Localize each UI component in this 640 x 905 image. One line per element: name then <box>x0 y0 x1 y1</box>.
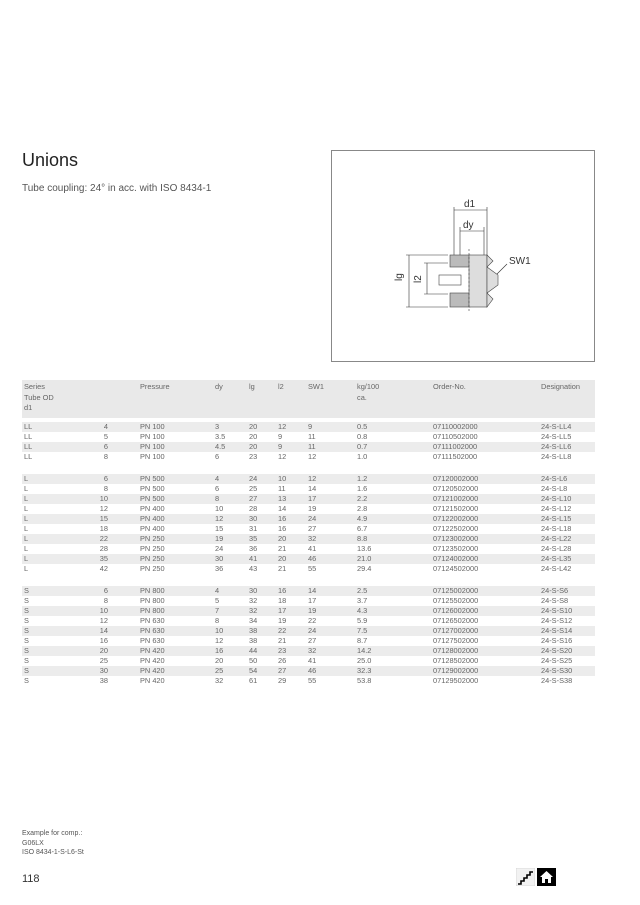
cell-lg: 24 <box>247 474 276 484</box>
cell-tube-od: 38 <box>99 676 108 685</box>
cell-weight: 1.6 <box>357 484 368 493</box>
cell-lg: 27 <box>247 494 276 504</box>
cell-pressure: PN 100 <box>138 422 213 432</box>
cell-weight: 2.2 <box>355 494 431 504</box>
cell-order-no: 07111002000 <box>431 442 539 452</box>
header-lg: lg <box>247 380 276 418</box>
cell-order-no: 07125502000 <box>433 596 479 605</box>
cell-sw1: 32 <box>306 534 355 544</box>
cell-designation: 24-S-L42 <box>541 564 572 573</box>
cell-order-no: 07127002000 <box>431 626 539 636</box>
cell-sw1: 14 <box>308 484 317 493</box>
cell-weight: 21.0 <box>355 554 431 564</box>
cell-tube-od: 8 <box>103 484 108 493</box>
cell-order-no: 07122502000 <box>433 524 479 533</box>
cell-order-no: 07122002000 <box>431 514 539 524</box>
cell-order-no: 07123502000 <box>433 544 479 553</box>
table-row <box>22 524 595 534</box>
cell-lg: 32 <box>247 606 276 616</box>
cell-l2: 21 <box>278 636 287 645</box>
cell-sw1: 9 <box>306 422 355 432</box>
cell-l2: 22 <box>276 626 306 636</box>
cell-tube-od: 16 <box>99 636 108 645</box>
cell-sw1: 27 <box>308 636 317 645</box>
cell-pressure: PN 100 <box>140 452 165 461</box>
cell-designation: 24-S-LL8 <box>541 452 572 461</box>
cell-l2: 27 <box>276 666 306 676</box>
cell-tube-od: 35 <box>46 554 138 564</box>
cell-tube-od: 6 <box>46 442 138 452</box>
cell-sw1: 12 <box>308 452 317 461</box>
cell-pressure: PN 500 <box>138 474 213 484</box>
cell-sw1: 11 <box>306 442 355 452</box>
cell-lg: 31 <box>249 524 258 533</box>
cell-l2: 14 <box>278 504 287 513</box>
cell-weight: 8.7 <box>357 636 368 645</box>
table-row <box>22 636 595 646</box>
cell-dy: 3 <box>213 422 247 432</box>
cell-tube-od: 6 <box>46 474 138 484</box>
cell-weight: 2.8 <box>357 504 368 513</box>
cell-dy: 20 <box>215 656 224 665</box>
cell-l2: 11 <box>278 484 286 493</box>
cell-lg: 23 <box>249 452 258 461</box>
cell-series: S <box>24 636 29 645</box>
cell-designation: 24-S-S6 <box>539 586 595 596</box>
cell-lg: 61 <box>249 676 258 685</box>
cell-weight: 1.0 <box>357 452 368 461</box>
cell-dy: 10 <box>215 504 224 513</box>
cell-series: S <box>22 666 46 676</box>
union-fitting-icon <box>332 151 594 361</box>
cell-pressure: PN 420 <box>140 676 165 685</box>
page-subtitle: Tube coupling: 24° in acc. with ISO 8434-1 <box>22 183 212 194</box>
stairs-icon[interactable] <box>516 868 535 886</box>
table-row <box>22 586 595 596</box>
cell-series: L <box>24 504 29 513</box>
cell-lg: 25 <box>249 484 258 493</box>
table-row <box>22 676 595 686</box>
cell-tube-od: 28 <box>99 544 108 553</box>
cell-series: LL <box>22 422 46 432</box>
cell-weight: 29.4 <box>357 564 372 573</box>
table-row <box>22 656 595 666</box>
table-row <box>22 606 595 616</box>
cell-series: L <box>22 514 46 524</box>
cell-designation: 24-S-L10 <box>539 494 595 504</box>
cell-lg: 38 <box>247 626 276 636</box>
cell-sw1: 19 <box>306 606 355 616</box>
table-row <box>22 666 595 676</box>
cell-l2: 29 <box>278 676 287 685</box>
cell-l2: 17 <box>276 606 306 616</box>
cell-series: S <box>22 646 46 656</box>
cell-weight: 25.0 <box>357 656 372 665</box>
table-row <box>22 554 595 564</box>
table-row <box>22 534 595 544</box>
cell-tube-od: 14 <box>46 626 138 636</box>
cell-series: S <box>22 586 46 596</box>
unions-table <box>22 380 595 686</box>
cell-dy: 24 <box>215 544 224 553</box>
cell-weight: 3.7 <box>357 596 368 605</box>
label-d1: d1 <box>464 199 476 210</box>
cell-designation: 24-S-L28 <box>541 544 572 553</box>
cell-lg: 20 <box>247 442 276 452</box>
table-row <box>22 544 595 554</box>
cell-designation: 24-S-S10 <box>539 606 595 616</box>
table-row <box>22 452 595 462</box>
cell-sw1: 41 <box>308 656 317 665</box>
cell-order-no: 07121502000 <box>433 504 479 513</box>
home-icon[interactable] <box>537 868 556 886</box>
cell-designation: 24-S-L22 <box>539 534 595 544</box>
cell-pressure: PN 400 <box>140 504 165 513</box>
cell-order-no: 07123002000 <box>431 534 539 544</box>
cell-designation: 24-S-S16 <box>541 636 573 645</box>
cell-sw1: 24 <box>306 514 355 524</box>
cell-l2: 9 <box>276 442 306 452</box>
cell-l2: 18 <box>278 596 287 605</box>
cell-order-no: 07110502000 <box>433 432 478 441</box>
header-pressure: Pressure <box>138 380 213 418</box>
cell-order-no: 07127502000 <box>433 636 479 645</box>
cell-weight: 0.7 <box>355 442 431 452</box>
cell-lg: 41 <box>247 554 276 564</box>
cell-order-no: 07121002000 <box>431 494 539 504</box>
cell-weight: 6.7 <box>357 524 368 533</box>
cell-series: S <box>24 596 29 605</box>
cell-lg: 20 <box>249 432 258 441</box>
cell-designation: 24-S-LL6 <box>539 442 595 452</box>
cell-tube-od: 15 <box>46 514 138 524</box>
cell-lg: 28 <box>249 504 258 513</box>
cell-dy: 12 <box>213 514 247 524</box>
cell-dy: 6 <box>215 484 220 493</box>
cell-tube-od: 10 <box>46 606 138 616</box>
table-row <box>22 504 595 514</box>
cell-dy: 19 <box>213 534 247 544</box>
cell-pressure: PN 420 <box>138 666 213 676</box>
cell-sw1: 17 <box>306 494 355 504</box>
cell-designation: 24-S-L8 <box>541 484 568 493</box>
cell-pressure: PN 400 <box>138 514 213 524</box>
cell-dy: 4.5 <box>213 442 247 452</box>
header-series: Series Tube OD d1 <box>22 380 138 418</box>
cell-dy: 7 <box>213 606 247 616</box>
table-row <box>22 616 595 626</box>
cell-series: S <box>22 626 46 636</box>
table-row <box>22 484 595 494</box>
example-note <box>22 829 84 858</box>
cell-pressure: PN 400 <box>140 524 165 533</box>
cell-designation: 24-S-S30 <box>539 666 595 676</box>
cell-pressure: PN 420 <box>140 656 165 665</box>
cell-pressure: PN 500 <box>140 484 165 493</box>
cell-l2: 26 <box>278 656 287 665</box>
cell-order-no: 07111502000 <box>433 452 478 461</box>
cell-sw1: 11 <box>308 432 316 441</box>
cell-sw1: 55 <box>308 564 317 573</box>
cell-sw1: 27 <box>308 524 317 533</box>
cell-lg: 54 <box>247 666 276 676</box>
cell-l2: 12 <box>276 422 306 432</box>
cell-tube-od: 8 <box>103 596 108 605</box>
cell-order-no: 07120002000 <box>431 474 539 484</box>
cell-l2: 16 <box>278 524 287 533</box>
table-row <box>22 596 595 606</box>
cell-sw1: 22 <box>308 616 317 625</box>
cell-l2: 16 <box>276 586 306 596</box>
cell-tube-od: 25 <box>99 656 108 665</box>
cell-dy: 4 <box>213 474 247 484</box>
cell-order-no: 07126502000 <box>433 616 479 625</box>
cell-pressure: PN 250 <box>138 554 213 564</box>
cell-series: S <box>22 606 46 616</box>
cell-tube-od: 42 <box>99 564 108 573</box>
cell-weight: 4.3 <box>355 606 431 616</box>
cell-l2: 23 <box>276 646 306 656</box>
header-sw1: SW1 <box>306 380 355 418</box>
cell-sw1: 32 <box>306 646 355 656</box>
example-code: G06LX <box>22 839 44 847</box>
cell-pressure: PN 250 <box>140 564 165 573</box>
table-row <box>22 422 595 432</box>
cell-dy: 32 <box>215 676 224 685</box>
cell-l2: 12 <box>278 452 287 461</box>
cell-series: L <box>24 564 29 573</box>
cell-l2: 21 <box>278 564 287 573</box>
cell-order-no: 07120502000 <box>433 484 479 493</box>
cell-tube-od: 4 <box>46 422 138 432</box>
cell-sw1: 46 <box>306 554 355 564</box>
cell-order-no: 07128002000 <box>431 646 539 656</box>
cell-designation: 24-S-L6 <box>539 474 595 484</box>
table-row <box>22 442 595 452</box>
label-l2: l2 <box>413 275 424 283</box>
cell-order-no: 07124002000 <box>431 554 539 564</box>
cell-lg: 34 <box>249 616 258 625</box>
cell-weight: 32.3 <box>355 666 431 676</box>
cell-sw1: 55 <box>308 676 317 685</box>
cell-sw1: 41 <box>308 544 317 553</box>
cell-order-no: 07125002000 <box>431 586 539 596</box>
cell-sw1: 46 <box>306 666 355 676</box>
label-lg: lg <box>394 273 405 281</box>
header-l2: l2 <box>276 380 306 418</box>
cell-lg: 35 <box>247 534 276 544</box>
cell-order-no: 07124502000 <box>433 564 479 573</box>
cell-l2: 20 <box>276 534 306 544</box>
header-weight: kg/100 ca. <box>355 380 431 418</box>
cell-dy: 10 <box>213 626 247 636</box>
cell-series: LL <box>24 432 33 441</box>
cell-dy: 16 <box>213 646 247 656</box>
cell-pressure: PN 100 <box>140 432 165 441</box>
table-row <box>22 514 595 524</box>
table-row <box>22 626 595 636</box>
cell-designation: 24-S-LL5 <box>541 432 572 441</box>
table-row <box>22 564 595 574</box>
cell-lg: 36 <box>249 544 258 553</box>
cell-series: L <box>24 524 29 533</box>
cell-designation: 24-S-S14 <box>539 626 595 636</box>
cell-lg: 32 <box>249 596 258 605</box>
label-sw1: SW1 <box>509 256 531 267</box>
cell-order-no: 07110002000 <box>431 422 539 432</box>
cell-weight: 7.5 <box>355 626 431 636</box>
cell-dy: 25 <box>213 666 247 676</box>
footer-icons <box>516 868 556 886</box>
cell-pressure: PN 420 <box>138 646 213 656</box>
cell-order-no: 07128502000 <box>433 656 479 665</box>
cell-series: LL <box>22 442 46 452</box>
cell-weight: 5.9 <box>357 616 368 625</box>
cell-pressure: PN 250 <box>138 534 213 544</box>
cell-dy: 15 <box>215 524 224 533</box>
cell-tube-od: 6 <box>46 586 138 596</box>
cell-series: L <box>24 484 29 493</box>
group-spacer <box>22 462 595 474</box>
cell-l2: 13 <box>276 494 306 504</box>
label-dy: dy <box>463 220 474 231</box>
header-order-no: Order-No. <box>431 380 539 418</box>
cell-weight: 53.8 <box>357 676 372 685</box>
cell-dy: 5 <box>215 596 220 605</box>
cell-weight: 0.8 <box>357 432 368 441</box>
cell-sw1: 24 <box>306 626 355 636</box>
cell-pressure: PN 800 <box>138 606 213 616</box>
cell-series: LL <box>24 452 33 461</box>
cell-pressure: PN 630 <box>138 626 213 636</box>
cell-pressure: PN 630 <box>140 636 165 645</box>
cell-designation: 24-S-L35 <box>539 554 595 564</box>
cell-lg: 38 <box>249 636 258 645</box>
cell-designation: 24-S-S38 <box>541 676 573 685</box>
technical-drawing <box>331 150 595 362</box>
cell-series: L <box>22 554 46 564</box>
cell-weight: 8.8 <box>355 534 431 544</box>
cell-pressure: PN 800 <box>138 586 213 596</box>
cell-series: L <box>22 474 46 484</box>
cell-dy: 12 <box>215 636 224 645</box>
cell-series: S <box>24 676 29 685</box>
cell-tube-od: 30 <box>46 666 138 676</box>
cell-dy: 8 <box>213 494 247 504</box>
header-designation: Designation <box>539 380 595 418</box>
table-row <box>22 646 595 656</box>
cell-tube-od: 12 <box>99 616 108 625</box>
cell-weight: 14.2 <box>355 646 431 656</box>
cell-dy: 3.5 <box>215 432 226 441</box>
cell-sw1: 12 <box>306 474 355 484</box>
cell-lg: 50 <box>249 656 258 665</box>
cell-series: S <box>24 616 29 625</box>
page-number: 118 <box>22 873 40 885</box>
cell-series: L <box>22 534 46 544</box>
cell-tube-od: 12 <box>99 504 108 513</box>
table-row <box>22 474 595 484</box>
cell-l2: 21 <box>278 544 287 553</box>
table-row <box>22 432 595 442</box>
table-row <box>22 494 595 504</box>
cell-lg: 20 <box>247 422 276 432</box>
example-label: Example for comp.: <box>22 830 83 837</box>
cell-dy: 6 <box>215 452 220 461</box>
cell-lg: 44 <box>247 646 276 656</box>
cell-order-no: 07129002000 <box>431 666 539 676</box>
cell-lg: 43 <box>249 564 258 573</box>
cell-dy: 30 <box>213 554 247 564</box>
table-header-row <box>22 380 595 418</box>
header-dy: dy <box>213 380 247 418</box>
cell-dy: 8 <box>215 616 220 625</box>
cell-l2: 10 <box>276 474 306 484</box>
cell-series: S <box>24 656 29 665</box>
cell-tube-od: 5 <box>103 432 108 441</box>
cell-tube-od: 20 <box>46 646 138 656</box>
cell-tube-od: 8 <box>103 452 108 461</box>
cell-tube-od: 22 <box>46 534 138 544</box>
cell-sw1: 19 <box>308 504 317 513</box>
table-body <box>22 418 595 686</box>
cell-series: L <box>22 494 46 504</box>
cell-series: L <box>24 544 29 553</box>
cell-designation: 24-S-S8 <box>541 596 569 605</box>
cell-dy: 36 <box>215 564 224 573</box>
cell-l2: 20 <box>276 554 306 564</box>
cell-designation: 24-S-S25 <box>541 656 573 665</box>
cell-pressure: PN 100 <box>138 442 213 452</box>
cell-lg: 30 <box>247 514 276 524</box>
cell-weight: 0.5 <box>355 422 431 432</box>
cell-sw1: 14 <box>306 586 355 596</box>
cell-designation: 24-S-L12 <box>541 504 572 513</box>
cell-order-no: 07126002000 <box>431 606 539 616</box>
cell-tube-od: 10 <box>46 494 138 504</box>
cell-lg: 30 <box>247 586 276 596</box>
cell-l2: 19 <box>278 616 287 625</box>
cell-designation: 24-S-LL4 <box>539 422 595 432</box>
cell-pressure: PN 630 <box>140 616 165 625</box>
cell-weight: 2.5 <box>355 586 431 596</box>
cell-designation: 24-S-S12 <box>541 616 573 625</box>
cell-l2: 16 <box>276 514 306 524</box>
group-spacer <box>22 574 595 586</box>
cell-pressure: PN 250 <box>140 544 165 553</box>
example-iso: ISO 8434-1-S-L6-St <box>22 849 84 856</box>
cell-order-no: 07129502000 <box>433 676 479 685</box>
cell-weight: 1.2 <box>355 474 431 484</box>
cell-designation: 24-S-S20 <box>539 646 595 656</box>
cell-weight: 13.6 <box>357 544 372 553</box>
cell-designation: 24-S-L15 <box>539 514 595 524</box>
cell-pressure: PN 500 <box>138 494 213 504</box>
cell-l2: 9 <box>278 432 283 441</box>
page-title: Unions <box>22 150 79 170</box>
cell-dy: 4 <box>213 586 247 596</box>
cell-tube-od: 18 <box>99 524 108 533</box>
cell-sw1: 17 <box>308 596 317 605</box>
cell-designation: 24-S-L18 <box>541 524 572 533</box>
cell-pressure: PN 800 <box>140 596 165 605</box>
cell-weight: 4.9 <box>355 514 431 524</box>
